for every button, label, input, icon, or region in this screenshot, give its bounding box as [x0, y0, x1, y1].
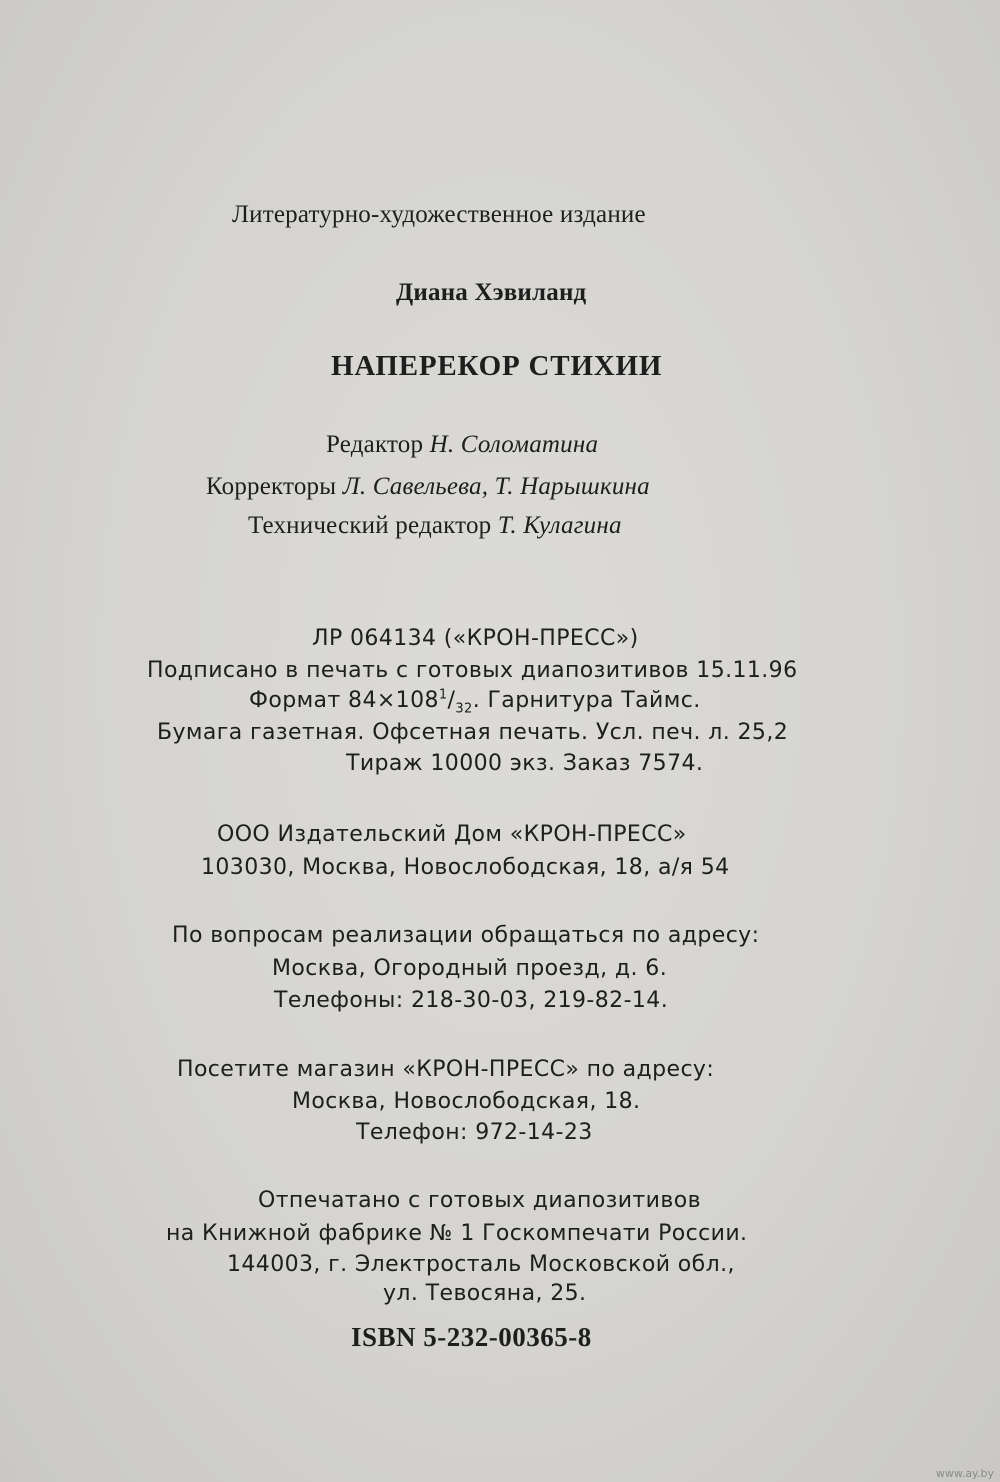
- publisher-address: 103030, Москва, Новослободская, 18, а/я 54: [201, 855, 730, 880]
- print-run-line: [346, 749, 703, 779]
- print-run-label: Тираж 10000 экз. Заказ: [346, 751, 631, 776]
- license-line: ЛР 064134 («КРОН-ПРЕСС»): [312, 626, 639, 651]
- publisher-name: ООО Издательский Дом «КРОН-ПРЕСС»: [217, 822, 687, 847]
- proofreaders-label: Корректоры: [206, 473, 337, 500]
- edition-type: Литературно-художественное издание: [232, 201, 646, 228]
- shop-line-3: Телефон: 972-14-23: [356, 1120, 593, 1145]
- tech-editor-label: Технический редактор: [248, 512, 492, 539]
- printer-line-3: 144003, г. Электросталь Московской обл.,: [227, 1252, 735, 1277]
- author-name: Диана Хэвиланд: [396, 279, 587, 306]
- sales-line-2: Москва, Огородный проезд, д. 6.: [272, 956, 668, 981]
- watermark: www.ay.by: [935, 1467, 994, 1480]
- editor-name: Н. Соломатина: [429, 431, 599, 458]
- shop-line-1: Посетите магазин «КРОН-ПРЕСС» по адресу:: [177, 1057, 715, 1082]
- printer-line-1: Отпечатано с готовых диапозитивов: [258, 1188, 701, 1213]
- signed-line: Подписано в печать с готовых диапозитивов 15.11.96: [147, 658, 798, 683]
- sales-line-3: Телефоны: 218-30-03, 219-82-14.: [274, 988, 669, 1013]
- editor-line: [326, 430, 598, 460]
- format-suffix: . Гарнитура Таймс.: [472, 688, 701, 713]
- format-numerator: 1: [438, 687, 448, 703]
- sales-line-1: По вопросам реализации обращаться по адресу:: [172, 923, 760, 948]
- format-denominator: 32: [455, 701, 473, 717]
- proofreaders-line: [206, 472, 650, 502]
- proofreaders-names: Л. Савельева, Т. Нарышкина: [342, 473, 650, 500]
- shop-line-2: Москва, Новослободская, 18.: [292, 1089, 641, 1114]
- format-line: Формат $84\times 108^1/_{32}$. Гарнитура Таймс.: [249, 687, 701, 717]
- paper-line: Бумага газетная. Офсетная печать. Усл. печ. л. 25,2: [157, 720, 789, 745]
- tech-editor-line: [248, 511, 622, 541]
- editor-label: Редактор: [326, 431, 424, 458]
- book-title: НАПЕРЕКОР СТИХИИ: [331, 350, 663, 382]
- order-end: .: [695, 751, 704, 776]
- format-prefix: Формат 84×108: [249, 688, 439, 713]
- printer-line-4: ул. Тевосяна, 25.: [383, 1281, 587, 1306]
- tech-editor-name: Т. Кулагина: [497, 512, 622, 539]
- isbn: ISBN 5-232-00365-8: [351, 1322, 592, 1352]
- order-number: 7574: [638, 751, 696, 776]
- printer-line-2: на Книжной фабрике № 1 Госкомпечати России.: [166, 1221, 748, 1246]
